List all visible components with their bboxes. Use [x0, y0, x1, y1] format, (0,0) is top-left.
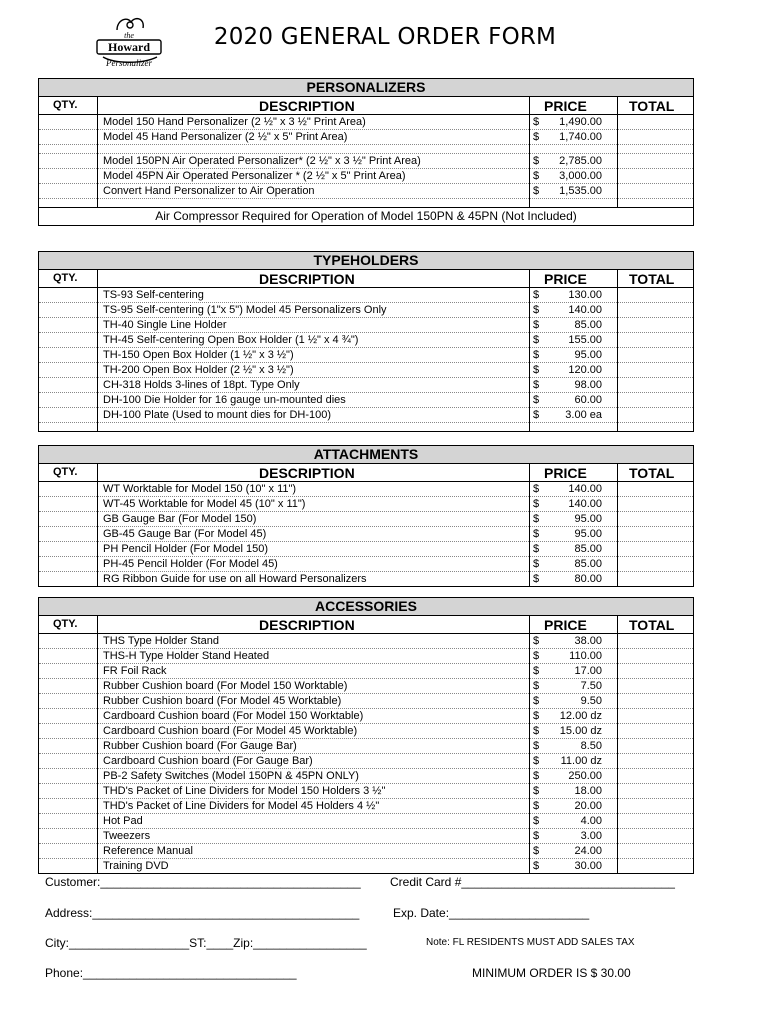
column-header-qty: QTY.: [53, 272, 78, 284]
item-description: TS-95 Self-centering (1"x 5") Model 45 Personalizers Only: [103, 304, 387, 316]
table-row[interactable]: [39, 634, 693, 649]
item-price: 140.00: [568, 483, 602, 495]
column-header-row: [39, 616, 693, 634]
item-description: Model 45 Hand Personalizer (2 ½" x 5" Print Area): [103, 131, 348, 143]
column-header-row: [39, 464, 693, 482]
item-description: Rubber Cushion board (For Model 45 Worktable): [103, 695, 342, 707]
section-attachments: [38, 445, 694, 587]
table-row[interactable]: [39, 649, 693, 664]
dollar-sign: $: [533, 379, 540, 391]
item-description: THD's Packet of Line Dividers for Model 150 Holders 3 ½": [103, 785, 386, 797]
item-description: CH-318 Holds 3-lines of 18pt. Type Only: [103, 379, 300, 391]
column-header-price: PRICE: [544, 617, 587, 633]
item-price: 140.00: [568, 498, 602, 510]
item-price: 24.00: [574, 845, 602, 857]
dollar-sign: $: [533, 815, 540, 827]
item-description: Reference Manual: [103, 845, 193, 857]
item-price: 3,000.00: [559, 170, 602, 182]
dollar-sign: $: [533, 289, 540, 301]
item-price: 18.00: [574, 785, 602, 797]
dollar-sign: $: [533, 131, 540, 143]
item-price: 120.00: [568, 364, 602, 376]
item-description: GB-45 Gauge Bar (For Model 45): [103, 528, 267, 540]
table-row[interactable]: [39, 799, 693, 814]
column-header-desc: DESCRIPTION: [259, 617, 355, 633]
item-description: Cardboard Cushion board (For Model 45 Worktable): [103, 725, 358, 737]
dollar-sign: $: [533, 170, 540, 182]
item-description: Convert Hand Personalizer to Air Operation: [103, 185, 315, 197]
table-row[interactable]: [39, 145, 693, 154]
column-header-qty: QTY.: [53, 466, 78, 478]
table-row[interactable]: [39, 814, 693, 829]
section-accessories: [38, 597, 694, 874]
table-row[interactable]: [39, 423, 693, 431]
item-price: 140.00: [568, 304, 602, 316]
item-rows: [39, 482, 693, 586]
item-description: DH-100 Die Holder for 16 gauge un-mounted dies: [103, 394, 346, 406]
item-description: THD's Packet of Line Dividers for Model 45 Holders 4 ½": [103, 800, 380, 812]
column-header-total: TOTAL: [629, 465, 675, 481]
item-description: PH-45 Pencil Holder (For Model 45): [103, 558, 278, 570]
section-personalizers: [38, 78, 694, 226]
column-header-row: [39, 270, 693, 288]
item-description: DH-100 Plate (Used to mount dies for DH-100): [103, 409, 332, 421]
dollar-sign: $: [533, 650, 540, 662]
table-row[interactable]: [39, 769, 693, 784]
dollar-sign: $: [533, 116, 540, 128]
table-row[interactable]: [39, 318, 693, 333]
item-description: TH-45 Self-centering Open Box Holder (1 ½" x 4 ¾"): [103, 334, 359, 346]
dollar-sign: $: [533, 710, 540, 722]
section-heading: ATTACHMENTS: [39, 446, 693, 464]
item-rows: [39, 634, 693, 873]
dollar-sign: $: [533, 498, 540, 510]
item-description: Cardboard Cushion board (For Model 150 Worktable): [103, 710, 364, 722]
dollar-sign: $: [533, 755, 540, 767]
table-row[interactable]: [39, 363, 693, 378]
table-row[interactable]: [39, 739, 693, 754]
dollar-sign: $: [533, 304, 540, 316]
logo-line3: Personalizer: [106, 58, 152, 68]
dollar-sign: $: [533, 770, 540, 782]
item-description: WT-45 Worktable for Model 45 (10" x 11"): [103, 498, 306, 510]
column-header-desc: DESCRIPTION: [259, 271, 355, 287]
item-description: Model 150 Hand Personalizer (2 ½" x 3 ½" Print Area): [103, 116, 366, 128]
item-price: 80.00: [574, 573, 602, 585]
dollar-sign: $: [533, 528, 540, 540]
item-description: WT Worktable for Model 150 (10" x 11"): [103, 483, 297, 495]
column-header-desc: DESCRIPTION: [259, 465, 355, 481]
dollar-sign: $: [533, 513, 540, 525]
item-description: Model 150PN Air Operated Personalizer* (2 ½" x 3 ½" Print Area): [103, 155, 421, 167]
item-description: PH Pencil Holder (For Model 150): [103, 543, 269, 555]
section-typeholders: [38, 251, 694, 432]
dollar-sign: $: [533, 543, 540, 555]
item-description: TH-200 Open Box Holder (2 ½" x 3 ½"): [103, 364, 294, 376]
item-price: 95.00: [574, 513, 602, 525]
section-heading: PERSONALIZERS: [39, 79, 693, 97]
item-description: THS-H Type Holder Stand Heated: [103, 650, 270, 662]
column-header-qty: QTY.: [53, 99, 78, 111]
dollar-sign: $: [533, 483, 540, 495]
table-row[interactable]: [39, 724, 693, 739]
dollar-sign: $: [533, 830, 540, 842]
item-price: 38.00: [574, 635, 602, 647]
table-row[interactable]: [39, 784, 693, 799]
column-header-price: PRICE: [544, 98, 587, 114]
item-price: 1,740.00: [559, 131, 602, 143]
item-rows: [39, 288, 693, 431]
item-price: 95.00: [574, 528, 602, 540]
dollar-sign: $: [533, 665, 540, 677]
table-row[interactable]: [39, 557, 693, 572]
item-price: 1,490.00: [559, 116, 602, 128]
item-description: Cardboard Cushion board (For Gauge Bar): [103, 755, 313, 767]
column-header-price: PRICE: [544, 271, 587, 287]
item-price: 95.00: [574, 349, 602, 361]
item-description: RG Ribbon Guide for use on all Howard Personalizers: [103, 573, 367, 585]
sales-tax-note: Note: FL RESIDENTS MUST ADD SALES TAX: [426, 937, 635, 948]
dollar-sign: $: [533, 364, 540, 376]
credit-card-field[interactable]: Credit Card #________________________________: [390, 875, 675, 889]
logo-line2: Howard: [108, 40, 150, 54]
item-description: Training DVD: [103, 860, 169, 872]
section-heading: ACCESSORIES: [39, 598, 693, 616]
item-description: THS Type Holder Stand: [103, 635, 219, 647]
item-price: 85.00: [574, 319, 602, 331]
dollar-sign: $: [533, 800, 540, 812]
column-header-qty: QTY.: [53, 618, 78, 630]
item-price: 250.00: [568, 770, 602, 782]
item-description: TH-40 Single Line Holder: [103, 319, 227, 331]
item-rows: [39, 115, 693, 207]
column-header-total: TOTAL: [629, 271, 675, 287]
table-row[interactable]: [39, 859, 693, 873]
address-field[interactable]: Address:________________________________________: [45, 906, 360, 920]
table-row[interactable]: [39, 664, 693, 679]
table-row[interactable]: [39, 408, 693, 423]
table-row[interactable]: [39, 130, 693, 145]
dollar-sign: $: [533, 740, 540, 752]
dollar-sign: $: [533, 558, 540, 570]
table-row[interactable]: [39, 844, 693, 859]
dollar-sign: $: [533, 394, 540, 406]
item-price: 98.00: [574, 379, 602, 391]
table-row[interactable]: [39, 497, 693, 512]
item-price: 85.00: [574, 543, 602, 555]
dollar-sign: $: [533, 334, 540, 346]
dollar-sign: $: [533, 785, 540, 797]
table-row[interactable]: [39, 572, 693, 586]
column-header-desc: DESCRIPTION: [259, 98, 355, 114]
table-row[interactable]: [39, 115, 693, 130]
minimum-order-note: MINIMUM ORDER IS $ 30.00: [472, 966, 631, 980]
item-price: 85.00: [574, 558, 602, 570]
exp-date-field[interactable]: Exp. Date:_____________________: [393, 906, 590, 920]
item-price: 17.00: [574, 665, 602, 677]
dollar-sign: $: [533, 155, 540, 167]
table-row[interactable]: [39, 829, 693, 844]
item-description: Rubber Cushion board (For Gauge Bar): [103, 740, 297, 752]
table-row[interactable]: [39, 199, 693, 207]
item-description: Hot Pad: [103, 815, 143, 827]
item-description: FR Foil Rack: [103, 665, 167, 677]
phone-field[interactable]: Phone:________________________________: [45, 966, 297, 980]
column-header-total: TOTAL: [629, 98, 675, 114]
item-price: 3.00: [580, 830, 602, 842]
dollar-sign: $: [533, 319, 540, 331]
item-price: 8.50: [580, 740, 602, 752]
item-description: TS-93 Self-centering: [103, 289, 204, 301]
table-row[interactable]: [39, 288, 693, 303]
dollar-sign: $: [533, 185, 540, 197]
item-price: 4.00: [580, 815, 602, 827]
item-description: Tweezers: [103, 830, 151, 842]
item-price: 60.00: [574, 394, 602, 406]
dollar-sign: $: [533, 635, 540, 647]
column-header-price: PRICE: [544, 465, 587, 481]
column-header-total: TOTAL: [629, 617, 675, 633]
dollar-sign: $: [533, 695, 540, 707]
item-price: 130.00: [568, 289, 602, 301]
column-header-row: [39, 97, 693, 115]
table-row[interactable]: [39, 527, 693, 542]
table-row[interactable]: [39, 512, 693, 527]
table-row[interactable]: [39, 679, 693, 694]
item-description: GB Gauge Bar (For Model 150): [103, 513, 257, 525]
table-row[interactable]: [39, 393, 693, 408]
item-description: TH-150 Open Box Holder (1 ½" x 3 ½"): [103, 349, 294, 361]
table-row[interactable]: [39, 169, 693, 184]
item-price: 3.00 ea: [565, 409, 602, 421]
table-row[interactable]: [39, 303, 693, 318]
dollar-sign: $: [533, 860, 540, 872]
item-price: 110.00: [569, 650, 602, 662]
table-row[interactable]: [39, 542, 693, 557]
table-row[interactable]: [39, 184, 693, 199]
item-price: 30.00: [574, 860, 602, 872]
item-description: PB-2 Safety Switches (Model 150PN & 45PN ONLY): [103, 770, 359, 782]
table-row[interactable]: [39, 694, 693, 709]
item-description: Model 45PN Air Operated Personalizer * (2 ½" x 5" Print Area): [103, 170, 406, 182]
item-price: 2,785.00: [559, 155, 602, 167]
dollar-sign: $: [533, 680, 540, 692]
section-note: Air Compressor Required for Operation of Model 150PN & 45PN (Not Included): [39, 207, 693, 225]
table-row[interactable]: [39, 378, 693, 393]
table-row[interactable]: [39, 333, 693, 348]
table-row[interactable]: [39, 482, 693, 497]
item-price: 11.00 dz: [560, 755, 602, 767]
table-row[interactable]: [39, 154, 693, 169]
item-description: Rubber Cushion board (For Model 150 Worktable): [103, 680, 348, 692]
table-row[interactable]: [39, 348, 693, 363]
item-price: 15.00 dz: [559, 725, 602, 737]
item-price: 12.00 dz: [559, 710, 602, 722]
customer-field[interactable]: Customer:_______________________________________: [45, 875, 361, 889]
item-price: 9.50: [580, 695, 602, 707]
section-heading: TYPEHOLDERS: [39, 252, 693, 270]
dollar-sign: $: [533, 845, 540, 857]
logo-line1: the: [124, 31, 134, 40]
table-row[interactable]: [39, 754, 693, 769]
item-price: 7.50: [580, 680, 602, 692]
dollar-sign: $: [533, 409, 540, 421]
dollar-sign: $: [533, 573, 540, 585]
item-price: 155.00: [568, 334, 602, 346]
dollar-sign: $: [533, 349, 540, 361]
page-title: 2020 GENERAL ORDER FORM: [213, 24, 557, 50]
dollar-sign: $: [533, 725, 540, 737]
table-row[interactable]: [39, 709, 693, 724]
item-price: 20.00: [574, 800, 602, 812]
city-state-zip-field[interactable]: City:__________________ST:____Zip:_________________: [45, 936, 367, 950]
item-price: 1,535.00: [559, 185, 602, 197]
